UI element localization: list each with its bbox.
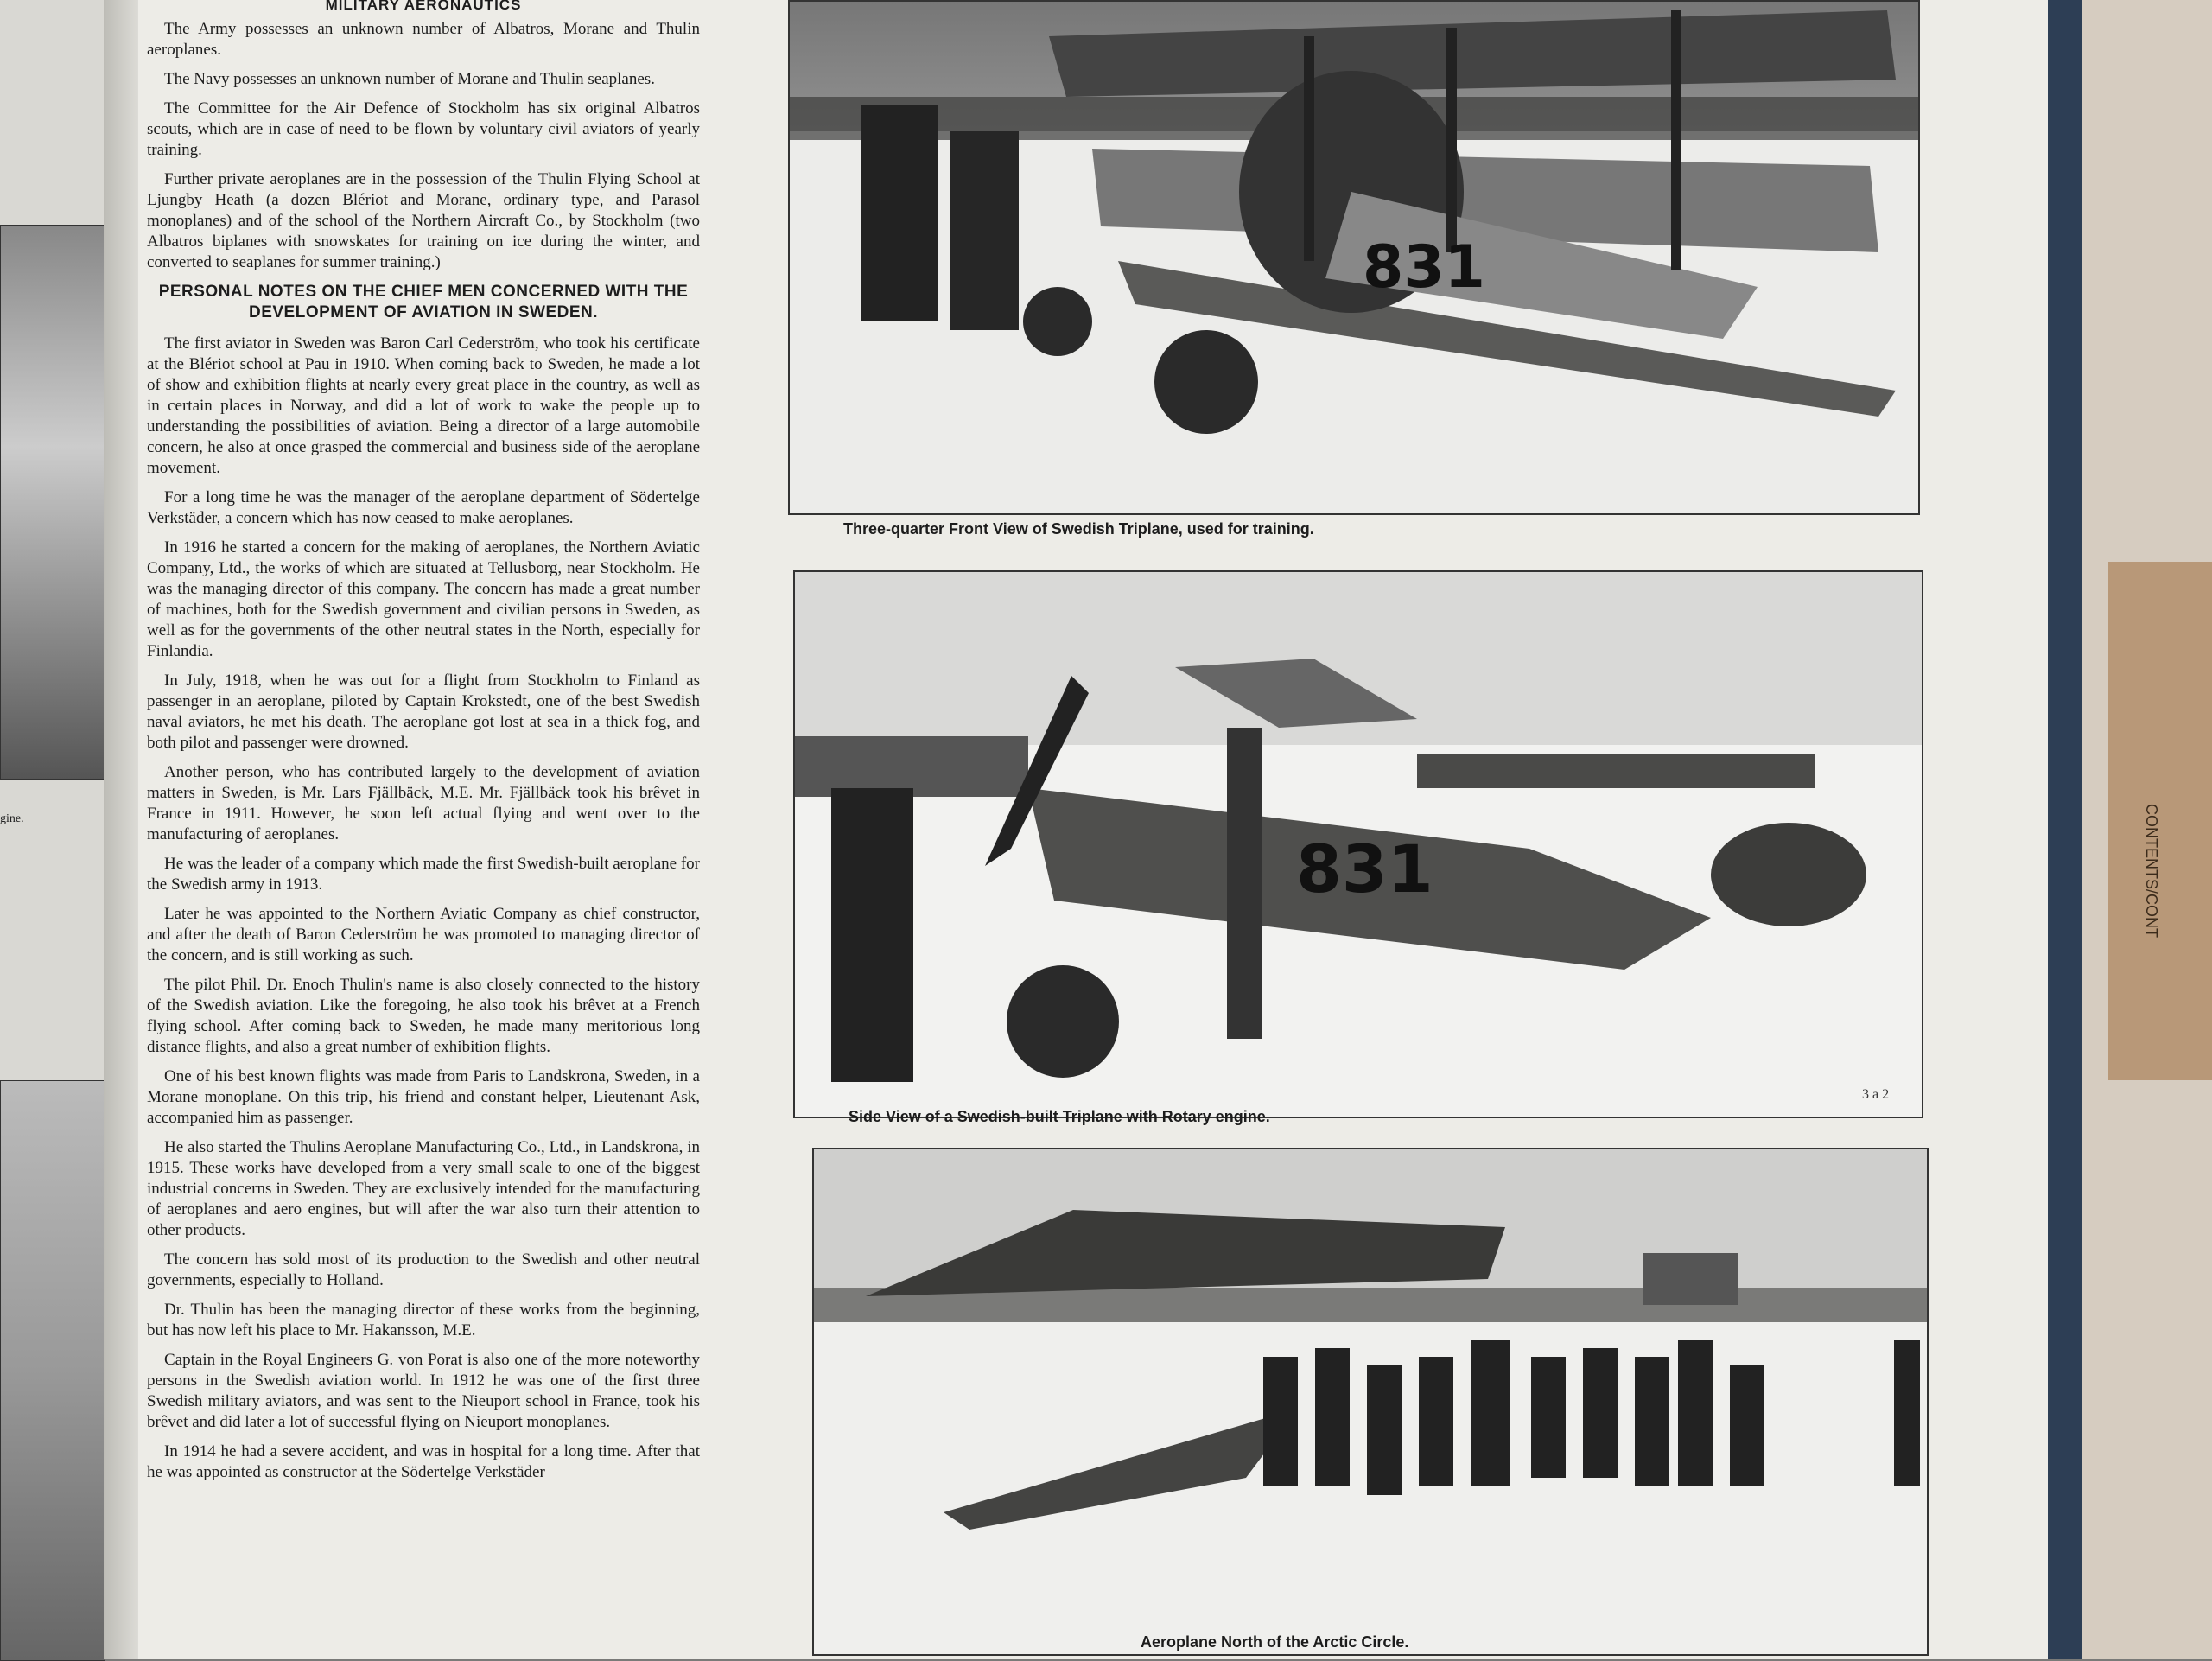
- body-paragraph: In July, 1918, when he was out for a flight from Stockholm to Finland as passenger in an aeroplane, piloted by Captain Krokstedt, one of the best Swedish naval aviators, he met his death. The aeroplane got lost at sea in a thick fog, and both pilot and passenger were drowned.: [147, 671, 700, 752]
- body-paragraph: Another person, who has contributed largely to the development of aviation matters in Sweden, is Mr. Lars Fjällbäck, M.E. Mr. Fjällbäck took his brêvet in France in 1911. However, he soon left actual flying and went over to the manufacturing of aeroplanes.: [147, 763, 700, 843]
- body-paragraph: The first aviator in Sweden was Baron Carl Cederström, who took his certificate at the Blériot school at Pau in 1910. When coming back to Sweden, he made a lot of show and exhibition flights at nearly every great place in the country, as well as in certain places in Norway, and did a lot of work to wake the people up to understanding the possibilities of aviation. Being a director of a large automobile concern, he also at once grasped the commercial and business side of the aeroplane movement.: [147, 334, 700, 477]
- intro-paragraph: The Army possesses an unknown number of Albatros, Morane and Thulin aeroplanes.: [147, 20, 700, 59]
- background-box-label: CONTENTS/CONT: [2143, 804, 2160, 938]
- triplane-side-illustration: [795, 572, 1922, 1117]
- book-cover-edge: [2048, 0, 2082, 1659]
- intro-paragraph: The Navy possesses an unknown number of Morane and Thulin seaplanes.: [164, 70, 655, 88]
- facing-page-photo-top: [0, 225, 105, 780]
- facing-page-caption: gine.: [0, 812, 24, 825]
- body-paragraph: The pilot Phil. Dr. Enoch Thulin's name is also closely connected to the history of the Swedish aviation. Like the foregoing, he also took his brêvet at a French flying school. After coming back to Sweden, he made many meritorious long distance flights, and also a great number of exhibition flights.: [147, 976, 700, 1056]
- body-paragraph: In 1916 he started a concern for the making of aeroplanes, the Northern Aviatic Company, Ltd., the works of which are situated at Tellusborg, near Stockholm. He was the managing director of this company. The concern has made a great number of machines, both for the Swedish government and civilian persons in Sweden, as well as for the governments of the other neutral states in the North, especially for Finlandia.: [147, 538, 700, 660]
- photo-caption-side-view: Side View of a Swedish-built Triplane with Rotary engine.: [849, 1108, 1270, 1125]
- photo-caption-front-view: Three-quarter Front View of Swedish Triplane, used for training.: [843, 520, 1314, 538]
- photo-caption-arctic: Aeroplane North of the Arctic Circle.: [1141, 1633, 1409, 1651]
- text-column: [147, 0, 700, 1659]
- body-paragraph: Captain in the Royal Engineers G. von Porat is also one of the more noteworthy persons in the Swedish aviation world. In 1912 he was one of the first three Swedish military aviators, and was sent to the Nieuport school in France, took his brêvet and did later a lot of successful flying on Nieuport monoplanes.: [147, 1351, 700, 1431]
- arctic-aeroplane-illustration: [814, 1149, 1927, 1654]
- aircraft-marking: 831: [1363, 233, 1485, 302]
- page-marker: 3 a 2: [1862, 1087, 1890, 1102]
- facing-page-photo-bottom: [0, 1080, 105, 1661]
- photo-triplane-front-view: [788, 0, 1920, 515]
- intro-paragraph: Further private aeroplanes are in the possession of the Thulin Flying School at Ljungby Heath (a dozen Blériot and Morane, ordinary type, and Parasol monoplanes) and of the school of the Northern Aircraft Co., by Stockholm (two Albatros biplanes with snowskates for training on ice during the winter, and converted to seaplanes for summer training.): [147, 170, 700, 271]
- triplane-front-illustration: [790, 2, 1918, 513]
- body-paragraph: He also started the Thulins Aeroplane Manufacturing Co., Ltd., in Landskrona, in 1915. These works have developed from a very small scale to one of the biggest industrial concerns in Sweden. They are exclusively intended for the manufacturing of aeroplanes and aero engines, but will after the war also turn their attention to other products.: [147, 1138, 700, 1239]
- body-paragraph: Dr. Thulin has been the managing director of these works from the beginning, but has now left his place to Mr. Hakansson, M.E.: [147, 1301, 700, 1340]
- section-title: MILITARY AERONAUTICS: [325, 0, 522, 13]
- body-paragraph: He was the leader of a company which made the first Swedish-built aeroplane for the Swedish army in 1913.: [147, 855, 700, 894]
- body-paragraph: For a long time he was the manager of the aeroplane department of Södertelge Verkstäder, a concern which has now ceased to make aeroplanes.: [147, 488, 700, 527]
- facing-page: [0, 0, 121, 1659]
- body-paragraph: Later he was appointed to the Northern Aviatic Company as chief constructor, and after the death of Baron Cederström he was promoted to managing director of the concern, and is still working as such.: [147, 905, 700, 964]
- body-paragraph: In 1914 he had a severe accident, and was in hospital for a long time. After that he was appointed as constructor at the Södertelge Verkstäder: [147, 1442, 700, 1481]
- photo-triplane-side-view: [793, 570, 1923, 1118]
- body-paragraph: The concern has sold most of its production to the Swedish and other neutral governments, especially to Holland.: [147, 1251, 700, 1289]
- intro-paragraph: The Committee for the Air Defence of Stockholm has six original Albatros scouts, which are in case of need to be flown by voluntary civil aviators of yearly training.: [147, 99, 700, 159]
- aircraft-marking: 831: [1296, 830, 1433, 907]
- body-paragraph: One of his best known flights was made from Paris to Landskrona, Sweden, in a Morane monoplane. On this trip, his friend and constant helper, Lieutenant Ask, accompanied him as passenger.: [147, 1067, 700, 1127]
- background-box: [2108, 562, 2212, 1080]
- section-heading: PERSONAL NOTES ON THE CHIEF MEN CONCERNED WITH THE DEVELOPMENT OF AVIATION IN SWEDEN.: [158, 283, 689, 321]
- photo-arctic-aeroplane: [812, 1148, 1929, 1656]
